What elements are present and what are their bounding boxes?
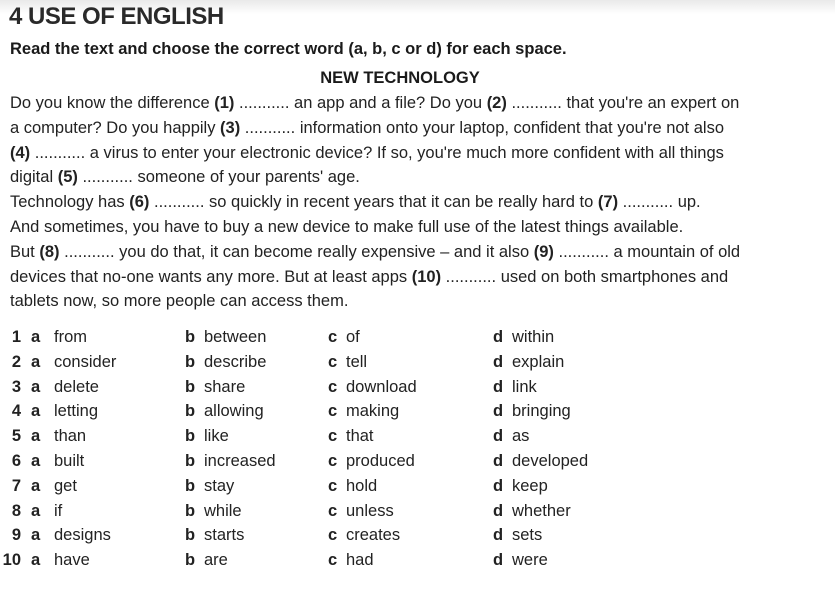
option-letter-a: a <box>31 427 41 446</box>
option-letter-b: b <box>185 551 196 570</box>
option-b[interactable]: increased <box>204 451 276 470</box>
gap-blank-8: ........... <box>59 242 120 261</box>
option-row-4 <box>0 399 835 424</box>
question-number: 8 <box>11 501 21 520</box>
text-title: NEW TECHNOLOGY <box>320 69 480 87</box>
gap-number: (9) <box>533 242 554 261</box>
option-d[interactable]: keep <box>512 476 548 495</box>
option-a[interactable]: consider <box>54 352 117 371</box>
question-number: 3 <box>11 377 21 396</box>
option-a[interactable]: built <box>54 451 85 470</box>
passage-line: tablets now, so more people can access them. <box>10 292 349 311</box>
question-number: 6 <box>11 451 21 470</box>
option-letter-d: d <box>493 526 504 545</box>
option-letter-b: b <box>185 451 196 470</box>
passage-line: a computer? Do you happily (3) ........... information onto your laptop, confident that you're not also <box>10 118 724 137</box>
option-letter-a: a <box>31 451 41 470</box>
option-letter-b: b <box>185 328 196 346</box>
option-letter-d: d <box>493 377 504 396</box>
option-letter-a: a <box>31 476 41 495</box>
question-number: 1 <box>11 328 21 346</box>
option-letter-b: b <box>185 501 196 520</box>
option-d[interactable]: developed <box>512 451 589 470</box>
option-d[interactable]: were <box>512 551 548 570</box>
passage-line: (4) ........... a virus to enter your electronic device? If so, you're much more confident with all things <box>10 143 724 162</box>
option-b[interactable]: are <box>204 551 228 570</box>
question-number: 10 <box>2 551 21 570</box>
option-letter-a: a <box>31 328 41 346</box>
option-letter-b: b <box>185 427 196 446</box>
option-b[interactable]: while <box>204 501 242 520</box>
option-row-5 <box>0 424 835 449</box>
gap-number: (4) <box>10 143 31 162</box>
option-d[interactable]: whether <box>512 501 571 520</box>
gap-blank-10: ........... <box>441 267 501 286</box>
option-letter-d: d <box>493 352 504 371</box>
option-letter-a: a <box>31 352 41 371</box>
option-d[interactable]: within <box>512 328 555 346</box>
option-b[interactable]: like <box>204 427 229 446</box>
option-letter-c: c <box>328 451 338 470</box>
option-letter-d: d <box>493 427 504 446</box>
option-letter-d: d <box>493 476 504 495</box>
option-b[interactable]: describe <box>204 352 267 371</box>
option-letter-d: d <box>493 551 504 570</box>
gap-number: (1) <box>214 94 235 112</box>
gap-number: (2) <box>486 94 507 112</box>
option-row-3 <box>0 375 835 400</box>
option-b[interactable]: share <box>204 377 246 396</box>
question-number: 7 <box>11 476 21 495</box>
gap-blank-7: ........... <box>618 193 678 212</box>
option-letter-c: c <box>328 476 338 495</box>
option-b[interactable]: stay <box>204 476 235 495</box>
gap-blank-1: ........... <box>234 94 295 112</box>
option-letter-c: c <box>328 377 338 396</box>
question-number: 4 <box>11 402 21 421</box>
question-number: 9 <box>11 526 21 545</box>
passage-line: digital (5) ........... someone of your parents' age. <box>10 168 360 187</box>
option-a[interactable]: from <box>54 328 87 346</box>
option-c[interactable]: had <box>346 551 374 570</box>
option-letter-d: d <box>493 451 504 470</box>
exercise-heading: 4 USE OF ENGLISH <box>9 3 224 30</box>
option-b[interactable]: allowing <box>204 402 264 421</box>
gap-blank-3: ........... <box>240 118 300 137</box>
option-letter-d: d <box>493 328 504 346</box>
gap-number: (5) <box>57 168 78 187</box>
option-letter-c: c <box>328 526 338 545</box>
option-a[interactable]: get <box>54 476 77 495</box>
gap-blank-9: ........... <box>553 242 614 261</box>
option-b[interactable]: starts <box>204 526 245 545</box>
option-a[interactable]: than <box>54 427 87 446</box>
option-c[interactable]: of <box>346 328 360 346</box>
option-c[interactable]: making <box>346 402 400 421</box>
gap-blank-2: ........... <box>506 94 567 112</box>
option-letter-b: b <box>185 352 196 371</box>
gap-blank-6: ........... <box>149 193 210 212</box>
option-b[interactable]: between <box>204 328 267 346</box>
option-c[interactable]: that <box>346 427 374 446</box>
gap-blank-5: ........... <box>77 168 138 187</box>
option-letter-d: d <box>493 402 504 421</box>
option-letter-c: c <box>328 551 338 570</box>
option-row-10 <box>0 548 835 573</box>
passage <box>10 91 820 314</box>
option-letter-a: a <box>31 377 41 396</box>
option-c[interactable]: unless <box>346 501 394 520</box>
instruction-text: Read the text and choose the correct word (a, b, c or d) for each space. <box>10 40 567 58</box>
passage-line: devices that no-one wants any more. But at least apps (10) ........... used on both smartphones and <box>10 267 729 286</box>
question-number: 2 <box>11 352 21 371</box>
passage-line: Technology has (6) ........... so quickly in recent years that it can be really hard to (7) ........... up. <box>10 193 701 212</box>
option-c[interactable]: tell <box>346 352 368 371</box>
gap-blank-4: ........... <box>30 143 90 162</box>
gap-number: (8) <box>39 242 60 261</box>
option-row-7 <box>0 474 835 499</box>
option-letter-a: a <box>31 526 41 545</box>
option-row-6 <box>0 449 835 474</box>
option-c[interactable]: produced <box>346 451 415 470</box>
option-c[interactable]: creates <box>346 526 401 545</box>
option-letter-d: d <box>493 501 504 520</box>
gap-number: (7) <box>597 193 619 212</box>
option-letter-a: a <box>31 402 41 421</box>
option-letter-b: b <box>185 402 196 421</box>
option-a[interactable]: if <box>54 501 63 520</box>
option-row-8 <box>0 499 835 524</box>
option-d[interactable]: bringing <box>512 402 571 421</box>
option-row-2 <box>0 350 835 375</box>
question-number: 5 <box>11 427 21 446</box>
option-a[interactable]: designs <box>54 526 111 545</box>
option-row-9 <box>0 523 835 548</box>
option-d[interactable]: sets <box>512 526 543 545</box>
gap-number: (6) <box>129 193 150 212</box>
option-letter-c: c <box>328 328 338 346</box>
option-a[interactable]: delete <box>54 377 99 396</box>
option-row-1 <box>0 325 835 350</box>
option-letter-c: c <box>328 501 338 520</box>
option-letter-c: c <box>328 352 338 371</box>
option-letter-b: b <box>185 377 196 396</box>
option-letter-c: c <box>328 427 338 446</box>
gap-number: (3) <box>220 118 241 137</box>
option-d[interactable]: explain <box>512 352 565 371</box>
option-a[interactable]: letting <box>54 402 99 421</box>
passage-line: Do you know the difference (1) ........... an app and a file? Do you (2) ........... that you're an expert on <box>10 94 740 112</box>
option-letter-b: b <box>185 476 196 495</box>
option-d[interactable]: as <box>512 427 530 446</box>
option-letter-b: b <box>185 526 196 545</box>
option-letter-a: a <box>31 501 41 520</box>
answer-options <box>0 325 835 573</box>
gap-number: (10) <box>411 267 442 286</box>
option-c[interactable]: download <box>346 377 417 396</box>
option-letter-c: c <box>328 402 338 421</box>
option-c[interactable]: hold <box>346 476 378 495</box>
option-d[interactable]: link <box>512 377 537 396</box>
passage-line: But (8) ........... you do that, it can become really expensive – and it also (9) ........... a mountain of old <box>10 242 741 261</box>
passage-line: And sometimes, you have to buy a new device to make full use of the latest things available. <box>10 217 684 236</box>
option-a[interactable]: have <box>54 551 90 570</box>
option-letter-a: a <box>31 551 41 570</box>
